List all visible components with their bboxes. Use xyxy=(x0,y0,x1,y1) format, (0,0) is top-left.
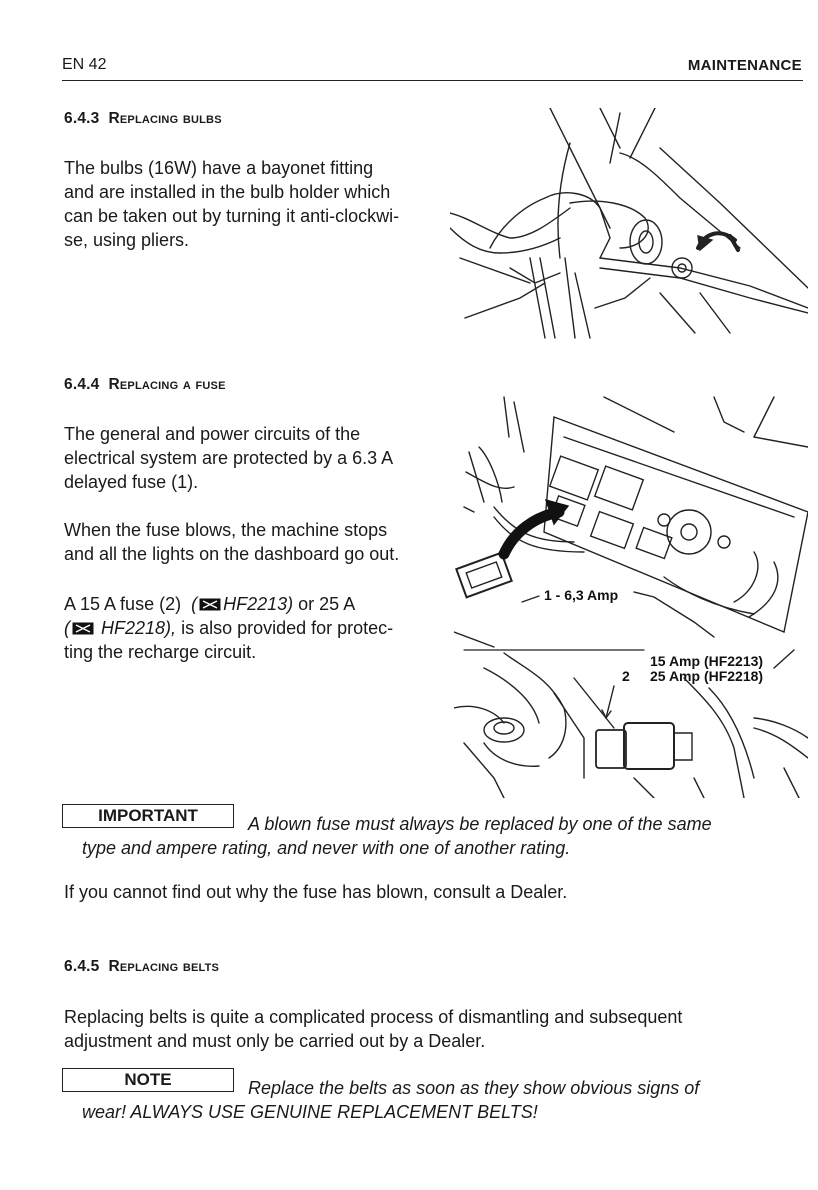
heading-number: 6.4.5 xyxy=(64,958,100,975)
heading-number: 6.4.4 xyxy=(64,376,100,393)
text-fragment: is also provided for protec- xyxy=(181,618,394,638)
note-text-line1: Replace the belts as soon as they show obvious signs of xyxy=(248,1078,700,1098)
text-line: The bulbs (16W) have a bayonet fitting xyxy=(64,158,374,178)
text-line: When the fuse blows, the machine stops xyxy=(64,520,388,540)
important-text-line1: A blown fuse must always be replaced by one of the same xyxy=(248,814,712,834)
bulb-removal-illustration xyxy=(450,108,808,348)
text-line: can be taken out by turning it anti-clockwi- xyxy=(64,206,400,226)
fuse-paragraph-3 xyxy=(64,592,393,664)
text-line: se, using pliers. xyxy=(64,230,190,250)
paren: ( xyxy=(191,594,198,614)
consult-dealer-text: If you cannot find out why the fuse has blown, consult a Dealer. xyxy=(64,882,568,902)
fuse-label-2b: 25 Amp (HF2218) xyxy=(650,668,764,684)
fuse-label-2a: 15 Amp (HF2213) xyxy=(650,653,764,669)
text-line: The general and power circuits of the xyxy=(64,424,361,444)
text-line: Replacing belts is quite a complicated process of dismantling and subsequent xyxy=(64,1007,683,1027)
text-line: ting the recharge circuit. xyxy=(64,642,257,662)
book-icon xyxy=(199,598,221,611)
section-title: MAINTENANCE xyxy=(687,57,802,74)
text-line: delayed fuse (1). xyxy=(64,472,199,492)
note-label: NOTE xyxy=(62,1068,234,1092)
fuse-paragraph-1 xyxy=(64,422,393,494)
note-text-line2: wear! ALWAYS USE GENUINE REPLACEMENT BELTS! xyxy=(82,1102,538,1122)
important-text-line2: type and ampere rating, and never with one of another rating. xyxy=(82,838,571,858)
text-fragment: or 25 A xyxy=(298,594,356,614)
recharge-fuse-illustration xyxy=(454,648,808,798)
heading-number: 6.4.3 xyxy=(64,110,100,127)
heading-6-4-5 xyxy=(64,958,219,976)
text-line: and are installed in the bulb holder which xyxy=(64,182,391,202)
important-label: IMPORTANT xyxy=(62,804,234,828)
fuse-paragraph-2 xyxy=(64,518,399,566)
fuse-label-2-number: 2 xyxy=(622,668,630,684)
heading-text: Replacing belts xyxy=(108,958,220,975)
fuse-label-1: 1 - 6,3 Amp xyxy=(544,587,619,603)
fuse-box-illustration xyxy=(454,392,808,652)
belts-paragraph xyxy=(64,1005,682,1053)
text-line xyxy=(64,592,393,616)
model-hf2218: HF2218), xyxy=(101,618,177,638)
paren: ( xyxy=(64,618,70,638)
text-line: adjustment and must only be carried out by a Dealer. xyxy=(64,1031,486,1051)
bulbs-paragraph xyxy=(64,156,399,252)
text-fragment: A 15 A fuse (2) xyxy=(64,594,182,614)
model-hf2213: HF2213) xyxy=(223,594,294,614)
text-line: electrical system are protected by a 6.3 A xyxy=(64,448,394,468)
heading-text: Replacing a fuse xyxy=(108,376,226,393)
heading-6-4-4 xyxy=(64,376,226,394)
book-icon xyxy=(72,622,94,635)
heading-6-4-3 xyxy=(64,110,222,128)
page-number: EN 42 xyxy=(62,56,107,73)
heading-text: Replacing bulbs xyxy=(108,110,222,127)
header-rule xyxy=(62,80,803,81)
text-line xyxy=(64,616,393,640)
text-line: and all the lights on the dashboard go out. xyxy=(64,544,400,564)
